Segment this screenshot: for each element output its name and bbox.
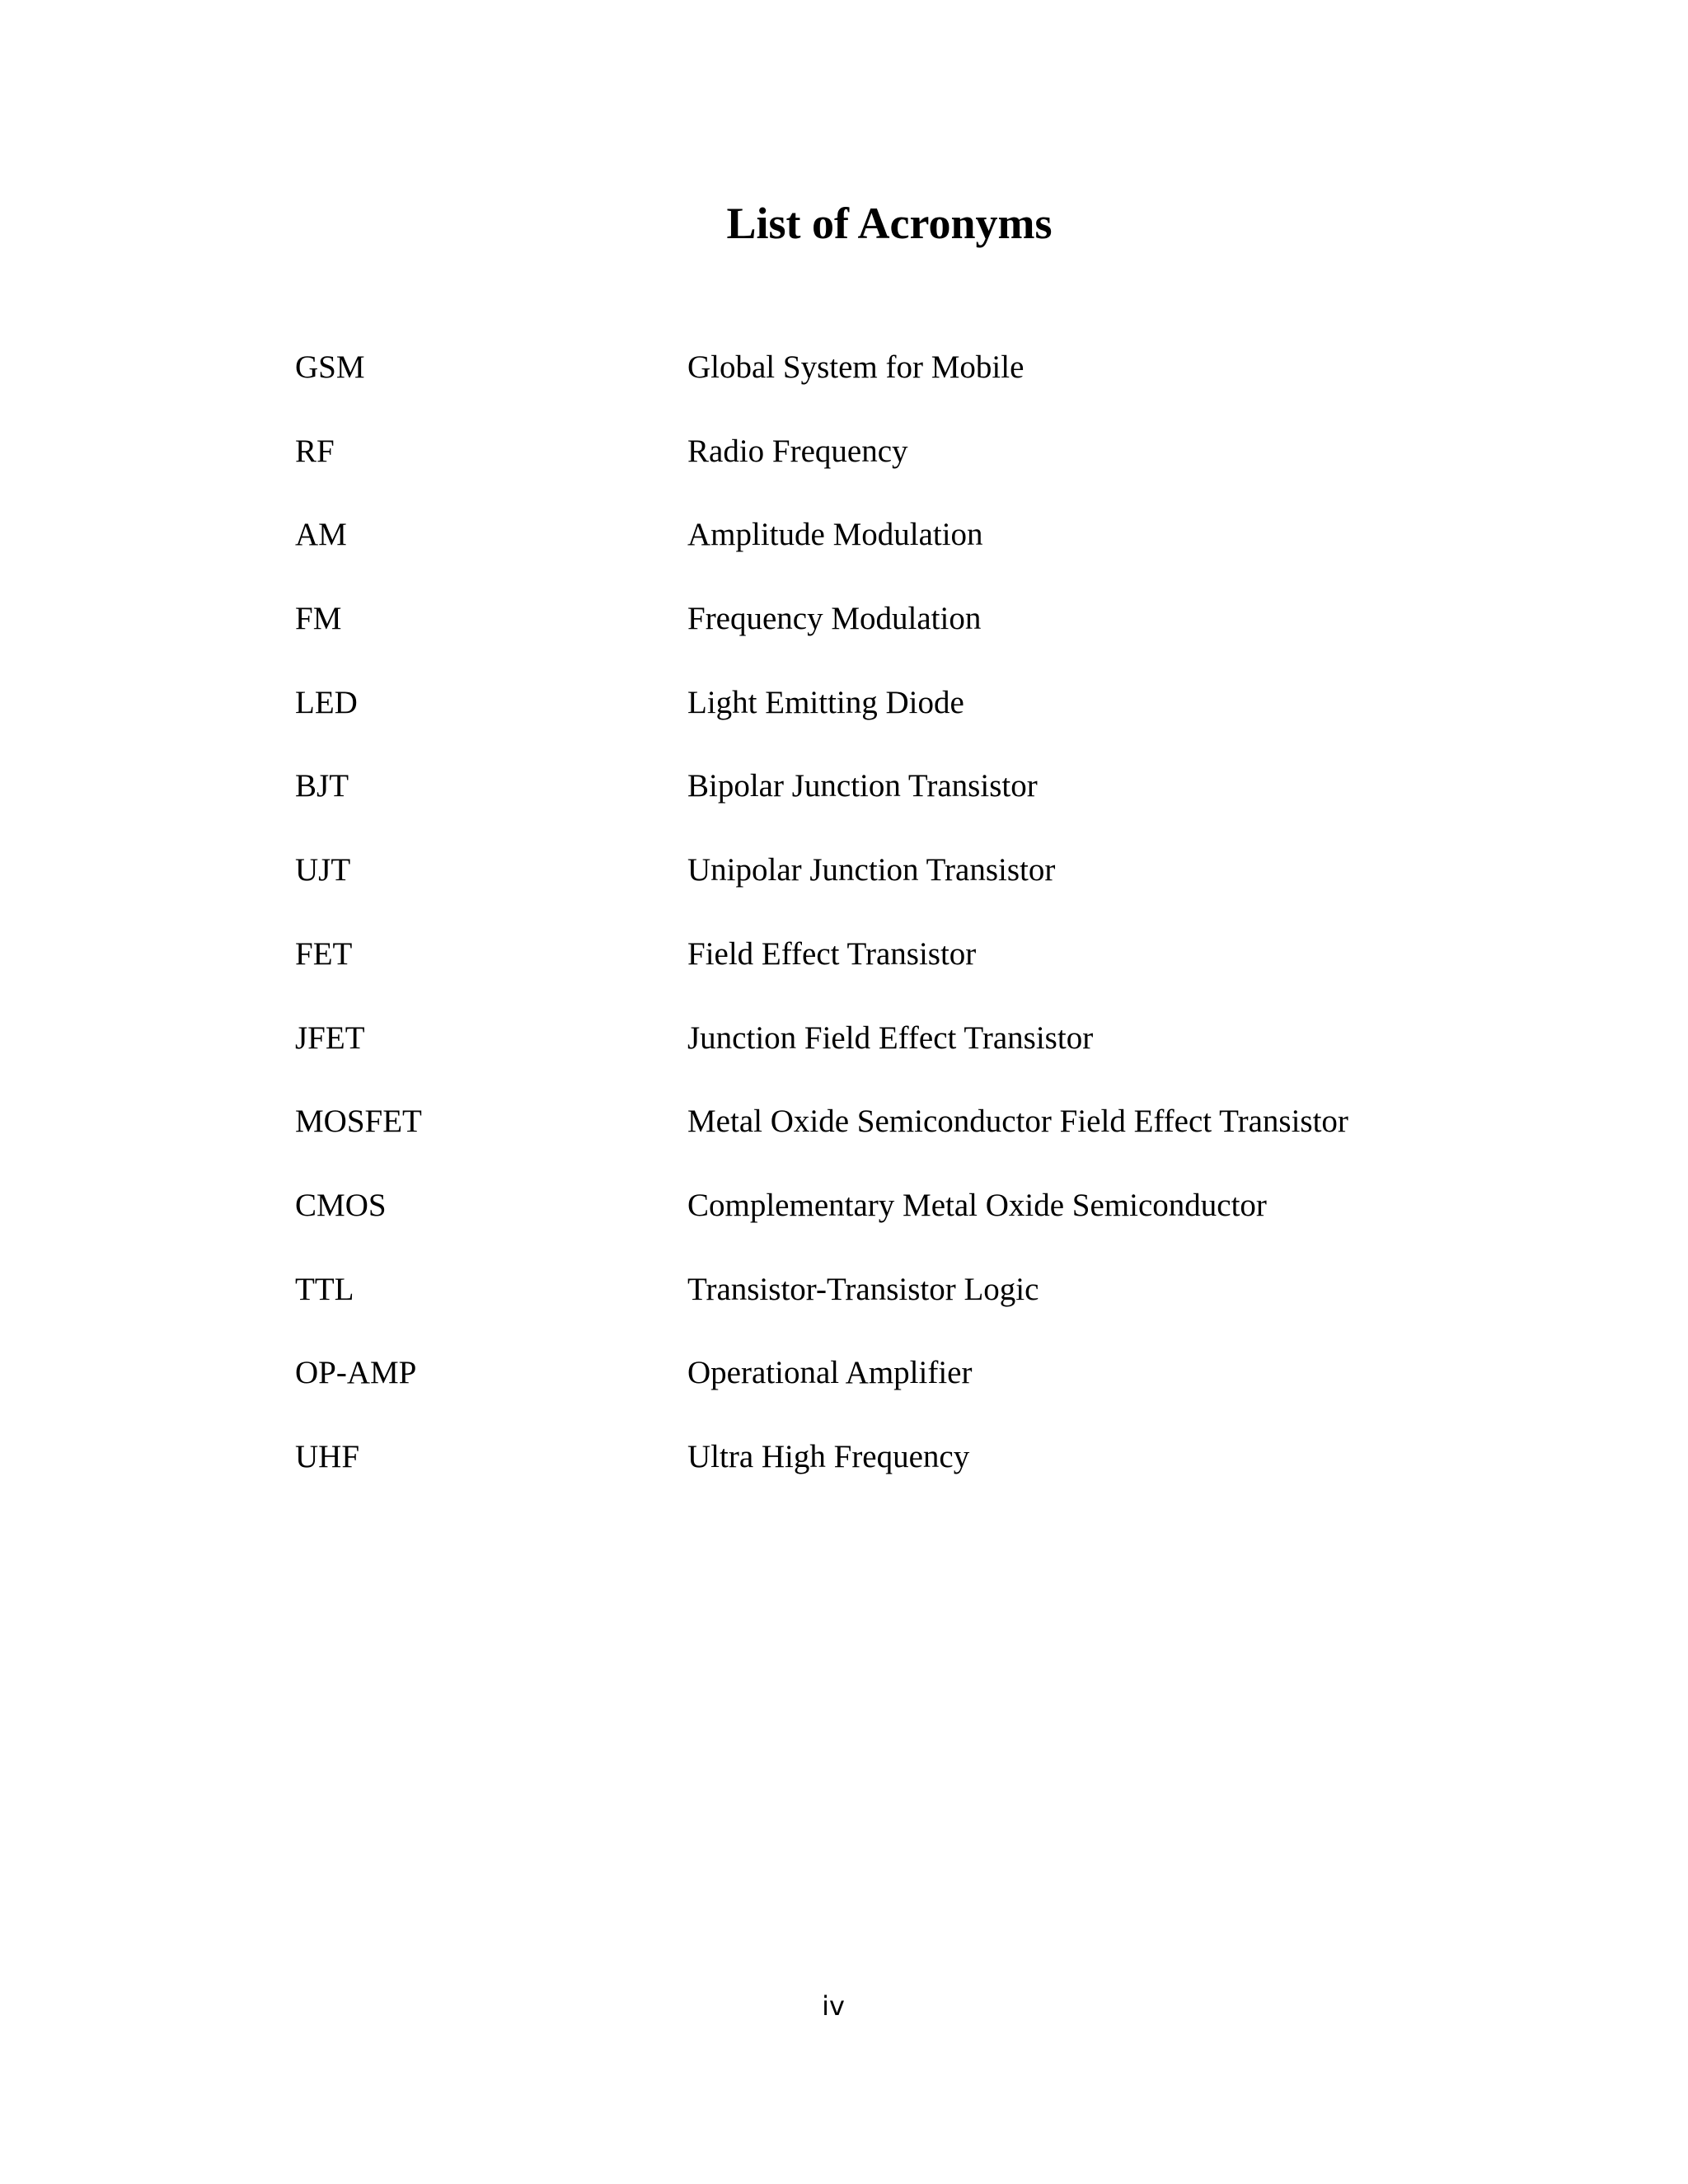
acronym-definition: Transistor-Transistor Logic — [687, 1271, 1039, 1307]
acronym-definition: Field Effect Transistor — [687, 935, 977, 972]
acronym-definition: Metal Oxide Semiconductor Field Effect Transistor — [687, 1104, 1348, 1140]
acronym-term: JFET — [295, 1019, 365, 1056]
acronym-term: TTL — [295, 1271, 354, 1307]
acronym-definition: Frequency Modulation — [687, 601, 982, 637]
page-number: iv — [822, 1990, 845, 2022]
page-title: List of Acronyms — [726, 199, 1053, 248]
acronym-term: OP-AMP — [295, 1355, 417, 1391]
acronym-row — [295, 343, 1531, 427]
acronym-term: RF — [295, 433, 335, 469]
acronym-definition: Radio Frequency — [687, 433, 908, 469]
acronym-definition: Unipolar Junction Transistor — [687, 852, 1056, 888]
acronym-term: AM — [295, 517, 347, 553]
acronym-definition: Complementary Metal Oxide Semiconductor — [687, 1187, 1267, 1223]
acronym-definition: Light Emitting Diode — [687, 684, 964, 720]
acronym-term: CMOS — [295, 1187, 387, 1223]
acronym-list — [295, 343, 1531, 1516]
acronym-row — [295, 1432, 1531, 1516]
acronym-term: MOSFET — [295, 1104, 422, 1140]
acronym-row — [295, 1181, 1531, 1265]
acronym-definition: Amplitude Modulation — [687, 517, 983, 553]
acronym-definition: Junction Field Effect Transistor — [687, 1019, 1094, 1056]
acronym-row — [295, 846, 1531, 930]
acronym-row — [295, 1348, 1531, 1432]
acronym-row — [295, 1014, 1531, 1098]
acronym-row — [295, 1097, 1531, 1181]
acronym-term: LED — [295, 684, 358, 720]
acronym-row — [295, 427, 1531, 511]
acronym-term: UJT — [295, 852, 351, 888]
acronym-row — [295, 762, 1531, 846]
acronym-row — [295, 1265, 1531, 1349]
acronym-term: BJT — [295, 768, 349, 804]
acronym-row — [295, 510, 1531, 594]
acronym-row — [295, 678, 1531, 762]
acronym-term: FM — [295, 601, 342, 637]
acronym-term: FET — [295, 935, 353, 972]
acronym-definition: Bipolar Junction Transistor — [687, 768, 1038, 804]
acronym-definition: Ultra High Frequency — [687, 1438, 970, 1474]
acronym-definition: Global System for Mobile — [687, 349, 1025, 385]
acronym-definition: Operational Amplifier — [687, 1355, 973, 1391]
acronym-row — [295, 594, 1531, 678]
acronym-term: GSM — [295, 349, 365, 385]
acronym-term: UHF — [295, 1438, 360, 1474]
acronym-row — [295, 930, 1531, 1014]
